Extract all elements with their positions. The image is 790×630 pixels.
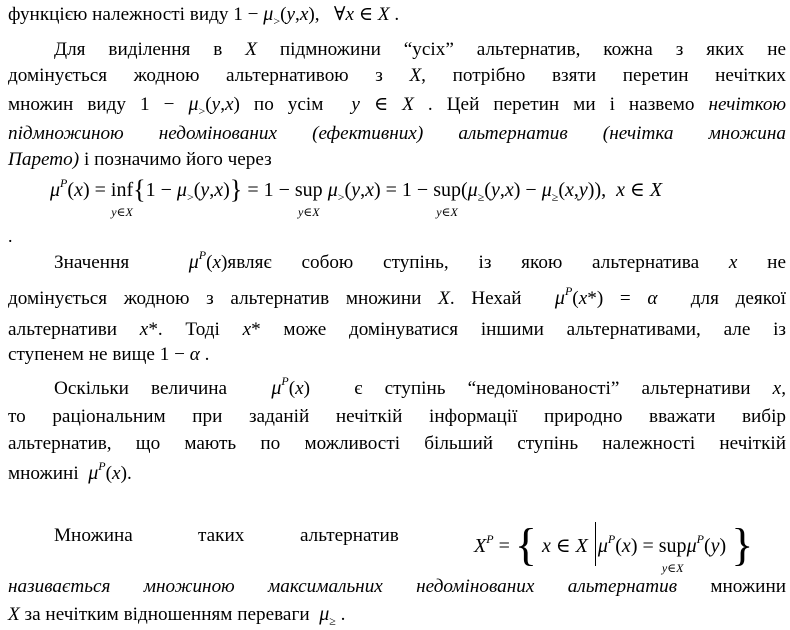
text-line: множині $\mu^P(x)$. — [8, 459, 132, 484]
text-line: альтернативи x*. Тоді x* може домінуватися іншими альтернативами, але із — [8, 319, 786, 340]
text-line: Парето) і позначимо його через — [8, 149, 272, 170]
equation-pareto-membership: $\mu^P(x)$ = inf y∈X $\{1 - \mu_>(y,x)\} = 1$ − sup y∈X $\mu_>(y,x) = 1$ − sup y∈X $(\mu_\ge(y,x) - \mu_\ge(x,y))$, x ∈ X — [50, 175, 663, 219]
text-line-emphasis: підмножиною недомінованих (ефективних) альтернатив (нечітка множина — [8, 123, 786, 144]
text-line: множин виду $1 - \mu_>(y,x)$ по усім y ∈ X . Цей перетин ми і назвемо нечіткою — [8, 93, 786, 118]
equation-pareto-set: $X^P$ = { x ∈ X $\mu^P(x)$ = sup y∈X $\mu^P(y)$ } — [474, 519, 754, 575]
text-word: Множина — [54, 525, 133, 546]
text-line: домінується жодною з альтернатив множини X. Нехай $\mu^P(x*) = \alpha$ для деякої — [8, 284, 787, 309]
text-line: функцією належності виду $1 - \mu_>(y,x)$, ∀x ∈ X . — [8, 3, 400, 28]
text-line: домінується жодною альтернативою з X, потрібно взяти перетин нечітких — [8, 65, 786, 86]
text-line: то раціональним при заданій нечіткій інформації природно вважати вибір — [8, 406, 786, 427]
equation-trailing-dot: . — [8, 226, 13, 246]
text-line: Оскільки величина $\mu^P(x)$ є ступінь “недомінованості” альтернативи x, — [54, 374, 786, 399]
text-line: ступенем не вище 1 − α . — [8, 344, 210, 365]
text-line: Для виділення в X підмножини “усіх” альтернатив, кожна з яких не — [54, 39, 786, 60]
text-line: X за нечітким відношенням переваги $\mu_\ge$ . — [8, 603, 346, 628]
text-line: альтернатив, що мають по можливості більший ступінь належності нечіткій — [8, 433, 786, 454]
text-word: альтернатив — [300, 525, 399, 546]
text-word: таких — [198, 525, 245, 546]
text-line: називається множиною максимальних недомінованих альтернатив множини — [8, 576, 786, 597]
text-line: Значення $\mu^P(x)являє$ собою ступінь, із якою альтернатива x не — [54, 248, 786, 273]
